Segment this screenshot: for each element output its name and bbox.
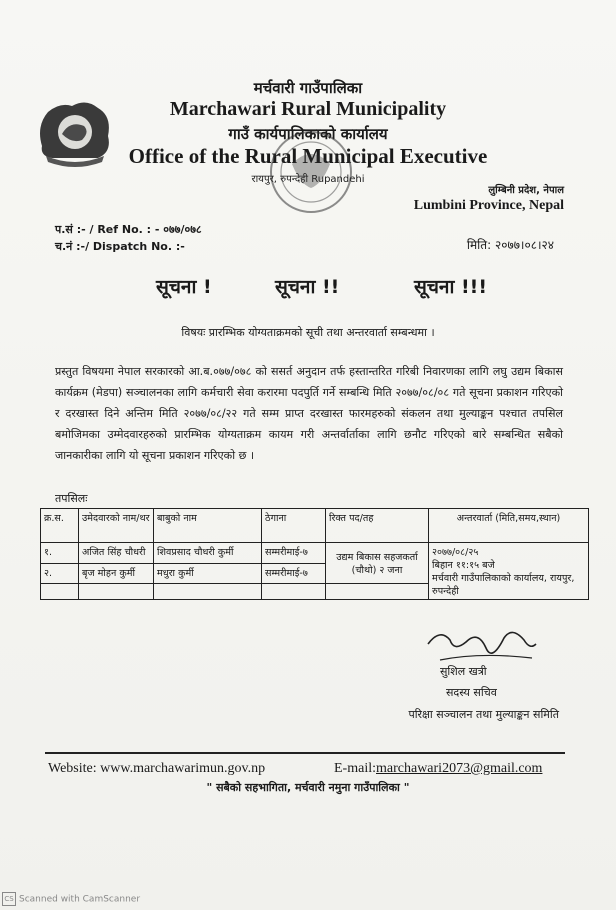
notice-word-1: सूचना ! xyxy=(156,276,212,298)
empty-cell xyxy=(79,584,154,600)
footer-slogan: " सबैको सहभागिता, मर्चवारी नमुना गाउँपालिका " xyxy=(206,781,410,794)
cell-serial: २. xyxy=(41,563,79,584)
ref-label: प.सं :- / Ref No. : xyxy=(55,223,152,236)
ref-value: - ०७७/०७८ xyxy=(154,223,202,236)
dispatch-number: च.नं :-/ Dispatch No. :- xyxy=(55,240,185,253)
notice-subject: विषयः प्रारम्भिक योग्यताक्रमको सूची तथा अन्तरवार्ता सम्बन्धमा । xyxy=(181,326,435,339)
footer-website xyxy=(48,761,265,777)
website-label: Website: xyxy=(48,761,97,776)
col-interview: अन्तरवार्ता (मिति,समय,स्थान) xyxy=(429,509,589,543)
col-address: ठेगाना xyxy=(262,509,326,543)
post-text: उद्यम बिकास सहजकर्ता (चौथो) २ जना xyxy=(336,552,418,576)
footer-email xyxy=(334,761,542,777)
municipality-name-en: Marchawari Rural Municipality xyxy=(169,98,447,120)
office-name-en: Office of the Rural Municipal Executive xyxy=(128,144,488,168)
cell-address: सम्मरीमाई-७ xyxy=(262,543,326,564)
province-en: Lumbini Province, Nepal xyxy=(413,198,564,213)
office-stamp-icon xyxy=(262,124,360,220)
empty-cell xyxy=(154,584,262,600)
notice-word-2: सूचना !! xyxy=(275,276,340,298)
website-link[interactable]: www.marchawarimun.gov.np xyxy=(100,761,266,776)
cell-post xyxy=(326,543,429,584)
empty-cell xyxy=(262,584,326,600)
issue-date xyxy=(467,236,554,253)
table-header-row xyxy=(41,509,589,543)
col-post: रिक्त पद/तह xyxy=(326,509,429,543)
signatory-name: सुशिल खत्री xyxy=(440,665,487,678)
interview-time: बिहान ११:१५ बजे xyxy=(432,560,495,571)
col-candidate-name: उमेदवारको नाम/थर xyxy=(79,509,154,543)
scanner-text: Scanned with CamScanner xyxy=(19,894,141,905)
ref-number xyxy=(55,222,202,237)
col-serial: क्र.स. xyxy=(41,509,79,543)
office-address: रायपुर, रुपन्देही Rupandehi xyxy=(251,174,365,185)
interview-date: २०७७/०८/२५ xyxy=(432,547,479,558)
empty-cell xyxy=(41,584,79,600)
cell-father-name: मधुरा कुर्मी xyxy=(154,563,262,584)
signatory-committee: परिक्षा सञ्चालन तथा मुल्याङ्कन समिति xyxy=(408,708,559,721)
cell-candidate-name: बृज मोहन कुर्मी xyxy=(79,563,154,584)
municipality-name-np: मर्चवारी गाउँपालिका xyxy=(253,79,363,97)
table-row xyxy=(41,543,589,564)
email-link[interactable]: marchawari2073@gmail.com xyxy=(376,761,543,776)
office-name-np: गाउँ कार्यपालिकाको कार्यालय xyxy=(228,125,388,143)
candidate-table xyxy=(40,508,589,600)
scanner-watermark xyxy=(2,892,140,906)
cell-address: सम्मरीमाई-७ xyxy=(262,563,326,584)
footer-divider xyxy=(45,752,565,754)
date-label: मिति: xyxy=(466,238,492,252)
empty-cell xyxy=(326,584,429,600)
details-label: तपसिलः xyxy=(55,492,88,505)
email-label: E-mail: xyxy=(334,761,376,776)
notice-body: प्रस्तुत विषयमा नेपाल सरकारको आ.ब.०७७/०७८ को ससर्त अनुदान तर्फ हस्तान्तरित गरिबी निवारणका लागि लघु उद्यम बिकास कार्यक्रम (मेडपा) सञ्चालनका लागि कर्मचारी सेवा करारमा पदपुर्ति गर्ने सम्बन्धि मिति २०७७/०८/०८ गते सूचना प्रकाशन गरिएको र दरखास्त दिने अन्तिम मिति २०७७/०८/२२ गते सम्म प्राप्त दरखास्त फारमहरुको संकलन तथा मुल्याङ्कन पश्चात तपसिल बमोजिमका उम्मेदवारहरुको प्रारम्भिक योग्यताक्रम कायम गरी अन्तर्वार्ताका लागि छनौट गरिएको बारे सम्बन्धित सबैको जानकारीका लागि यो सूचना प्रकाशन गरिएको छ । xyxy=(55,365,563,462)
signature-scribble-icon xyxy=(420,622,540,668)
cell-interview xyxy=(429,543,589,600)
province-np: लुम्बिनी प्रदेश, नेपाल xyxy=(488,185,564,196)
col-father-name: बाबुको नाम xyxy=(154,509,262,543)
camscanner-logo-icon: CS xyxy=(2,892,16,906)
cell-serial: १. xyxy=(41,543,79,564)
cell-candidate-name: अजित सिंह चौधरी xyxy=(79,543,154,564)
date-value: २०७७।०८।२४ xyxy=(494,238,554,252)
interview-place: मर्चवारी गाउँपालिकाको कार्यालय, रायपुर, रुपन्देही xyxy=(432,573,575,597)
signatory-title: सदस्य सचिव xyxy=(446,686,497,699)
notice-word-3: सूचना !!! xyxy=(414,276,487,298)
cell-father-name: शिवप्रसाद चौधरी कुर्मी xyxy=(154,543,262,564)
